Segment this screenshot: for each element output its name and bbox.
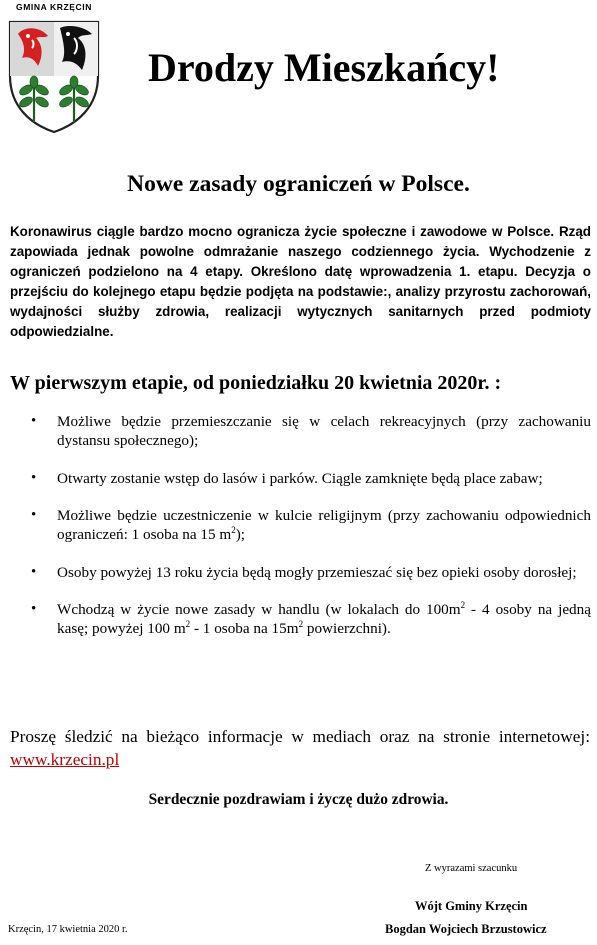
stage-heading: W pierwszym etapie, od poniedziałku 20 kwietnia 2020r. : xyxy=(10,372,502,394)
superscript: 2 xyxy=(231,524,236,535)
superscript: 2 xyxy=(298,618,304,629)
list-item xyxy=(0,600,597,638)
bullet-icon: • xyxy=(31,507,37,523)
measure-trade-text: - 4 osoby na jedną kasę; powyżej 100 m xyxy=(57,601,591,637)
signature-name: Bogdan Wojciech Brzustowicz xyxy=(385,922,547,936)
municipality-label: GMINA KRZĘCIN xyxy=(16,2,92,12)
measures-list xyxy=(0,412,597,657)
bullet-icon: • xyxy=(31,413,37,429)
measure-religion-end: ); xyxy=(235,526,245,543)
list-item xyxy=(0,412,597,450)
measure-religion-text: Możliwe będzie uczestniczenie w kulcie religijnym (przy zachowaniu odpowiednich ograniczeń: 1 osoba na 15 m xyxy=(57,507,591,543)
measure-minors: Osoby powyżej 13 roku życia będą mogły przemieszać się bez opieki osoby dorosłej; xyxy=(57,563,577,581)
signature-title: Wójt Gminy Krzęcin xyxy=(415,899,528,913)
list-item xyxy=(0,506,597,544)
regards-line: Serdecznie pozdrawiam i życzę dużo zdrowia. xyxy=(148,791,449,808)
list-item xyxy=(0,469,597,488)
follow-text: Proszę śledzić na bieżąco informacje w mediach oraz na stronie internetowej: xyxy=(10,727,590,746)
measure-trade-text: Wchodzą w życie nowe zasady w handlu (w lokalach do 100m xyxy=(57,601,461,618)
headline: Nowe zasady ograniczeń w Polsce. xyxy=(127,171,470,197)
greeting-heading: Drodzy Mieszkańcy! xyxy=(148,45,500,90)
website-link[interactable]: www.krzecin.pl xyxy=(10,750,120,769)
intro-paragraph: Koronawirus ciągle bardzo mocno ogranicza życie społeczne i zawodowe w Polsce. Rząd zapowiada jednak powolne odmrażanie naszego codziennego życia. Wychodzenie z ograniczeń podzielono na 4 etapy. Określono datę wprowadzenia 1. etapu. Decyzja o przejściu do kolejnego etapu będzie podjęta na podstawie:, analizy przyrostu zachorowań, wydajności służby zdrowia, realizacji wytycznych sanitarnych przed podmioty odpowiedzialne. xyxy=(10,224,591,339)
measure-forests: Otwarty zostanie wstęp do lasów i parków. Ciągle zamknięte będą place zabaw; xyxy=(57,469,543,487)
bullet-icon: • xyxy=(31,601,37,617)
coat-of-arms-icon xyxy=(4,14,104,134)
measure-trade-end: powierzchni). xyxy=(303,620,391,637)
place-date: Krzęcin, 17 kwietnia 2020 r. xyxy=(8,924,128,935)
closing-phrase: Z wyrazami szacunku xyxy=(425,863,518,874)
follow-paragraph xyxy=(10,725,590,771)
bullet-icon: • xyxy=(31,563,37,580)
superscript: 2 xyxy=(460,599,466,610)
superscript: 2 xyxy=(185,618,191,629)
bullet-icon: • xyxy=(31,469,37,486)
measure-trade-text: - 1 osoba na 15m xyxy=(190,620,299,637)
measure-recreation: Możliwe będzie przemieszczanie się w celach rekreacyjnych (przy zachowaniu dystansu społecznego); xyxy=(57,413,591,449)
list-item xyxy=(0,563,597,582)
